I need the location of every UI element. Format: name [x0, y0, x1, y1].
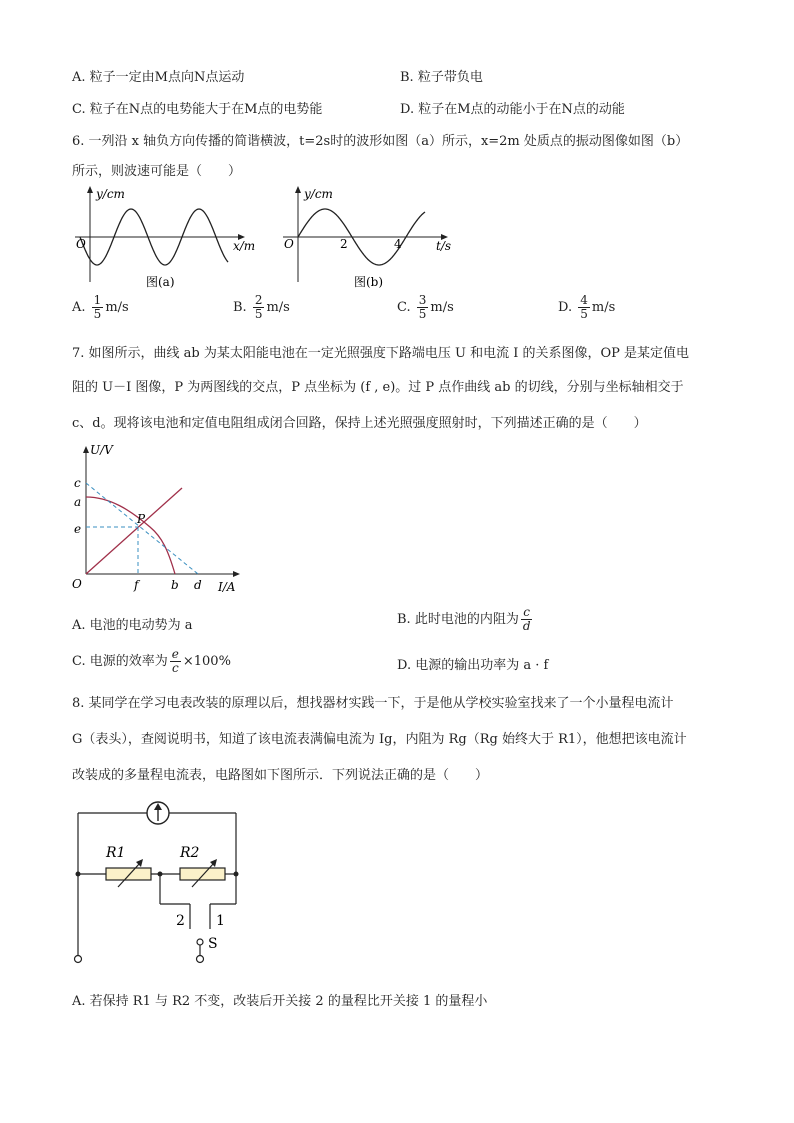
fig-a-ylabel: y/cm [96, 187, 125, 201]
switch-s-icon [197, 939, 203, 945]
fig-a-caption: 图(a) [146, 275, 175, 289]
line-op [86, 488, 182, 574]
q6-stem-line2: 所示，则波速可能是（ ） [72, 164, 242, 179]
q7-stem-line1: 7. 如图所示，曲线 ab 为某太阳能电池在一定光照强度下路端电压 U 和电流 I 的关系图像，OP 是某定值电 [72, 346, 690, 361]
terminal-left [75, 956, 82, 963]
fig-a-xlabel: x/m [233, 239, 256, 253]
q7-stem-line2: 阻的 U－I 图像，P 为两图线的交点，P 点坐标为 (f , e)。过 P 点作曲线 ab 的切线，分别与坐标轴相交于 [72, 380, 684, 395]
label-a: a [74, 495, 82, 509]
fig-b-tick-4: 4 [394, 237, 402, 251]
q8-stem-line1: 8. 某同学在学习电表改装的原理以后，想找器材实践一下，于是他从学校实验室找来了一个小量程电流计 [72, 696, 674, 711]
q8-circuit-diagram [68, 795, 248, 970]
resistor-r1 [106, 868, 151, 880]
fig-b-caption: 图(b) [354, 275, 384, 289]
fig-b-origin: O [284, 237, 294, 251]
q7-option-b: B. 此时电池的内阻为 $\frac{c}{d}$ [397, 605, 531, 633]
q7-option-d: D. 电源的输出功率为 a · f [397, 658, 549, 673]
q5-option-a: A. 粒子一定由M点向N点运动 [72, 70, 245, 85]
tangent-cd [86, 483, 198, 574]
q7-option-c: C. 电源的效率为 $\frac{e}{c}$ ×100% [72, 647, 231, 675]
q8-stem-line2: G（表头），查阅说明书，知道了该电流表满偏电流为 Ig，内阻为 Rg（Rg 始终大于 R1），他想把该电流计 [72, 732, 687, 747]
q7-ui-graph [70, 440, 250, 600]
fig-b-ylabel: y/cm [304, 187, 333, 201]
resistor-r2 [180, 868, 225, 880]
q6-figure-a [70, 182, 270, 292]
q5-option-d: D. 粒子在M点的动能小于在N点的动能 [400, 102, 625, 117]
label-b: b [171, 578, 179, 592]
q6-option-b-fraction: $\frac{2}{5}$ [254, 293, 263, 321]
q6-stem-line1: 6. 一列沿 x 轴负方向传播的简谐横波，t=2s时的波形如图（a）所示，x=2m 处质点的振动图像如图（b） [72, 134, 689, 149]
label-terminal-1: 1 [216, 913, 225, 929]
label-p: P [137, 512, 146, 526]
q6-option-d: D. $\frac{4}{5}$ m/s [558, 293, 616, 321]
q8-stem-line3: 改装成的多量程电流表，电路图如下图所示．下列说法正确的是（ ） [72, 768, 489, 783]
label-r1: R1 [106, 845, 126, 861]
q7-option-b-fraction: $\frac{c}{d}$ [522, 605, 531, 633]
q6-option-d-fraction: $\frac{4}{5}$ [580, 293, 588, 321]
label-c: c [74, 476, 81, 490]
q5-option-c: C. 粒子在N点的电势能大于在M点的电势能 [72, 102, 323, 117]
q8-option-a: A. 若保持 R1 与 R2 不变，改装后开关接 2 的量程比开关接 1 的量程小 [72, 994, 488, 1009]
label-r2: R2 [180, 845, 200, 861]
label-terminal-2: 2 [176, 913, 185, 929]
q5-option-b: B. 粒子带负电 [400, 70, 483, 85]
label-ia: I/A [218, 580, 236, 594]
q6-option-a-fraction: $\frac{1}{5}$ [93, 293, 102, 321]
terminal-right [197, 956, 204, 963]
fig-a-origin: O [76, 237, 86, 251]
q6-option-b: B. $\frac{2}{5}$ m/s [233, 293, 290, 321]
q7-option-a: A. 电池的电动势为 a [72, 618, 193, 633]
label-e: e [74, 522, 82, 536]
label-uv: U/V [90, 443, 113, 457]
q6-option-a: A. $\frac{1}{5}$ m/s [72, 293, 129, 321]
q6-option-c-fraction: $\frac{3}{5}$ [418, 293, 427, 321]
label-f: f [134, 578, 139, 592]
q7-option-c-fraction: $\frac{e}{c}$ [171, 647, 179, 675]
q7-stem-line3: c、d。现将该电池和定值电阻组成闭合回路，保持上述光照强度照射时，下列描述正确的是（ ） [72, 416, 647, 431]
label-o: O [72, 577, 82, 591]
fig-b-tick-2: 2 [340, 237, 348, 251]
q6-figure-b [278, 182, 478, 292]
q6-option-c: C. $\frac{3}{5}$ m/s [397, 293, 454, 321]
fig-b-xlabel: t/s [436, 239, 452, 253]
label-d: d [194, 578, 202, 592]
label-switch-s: S [208, 936, 218, 952]
